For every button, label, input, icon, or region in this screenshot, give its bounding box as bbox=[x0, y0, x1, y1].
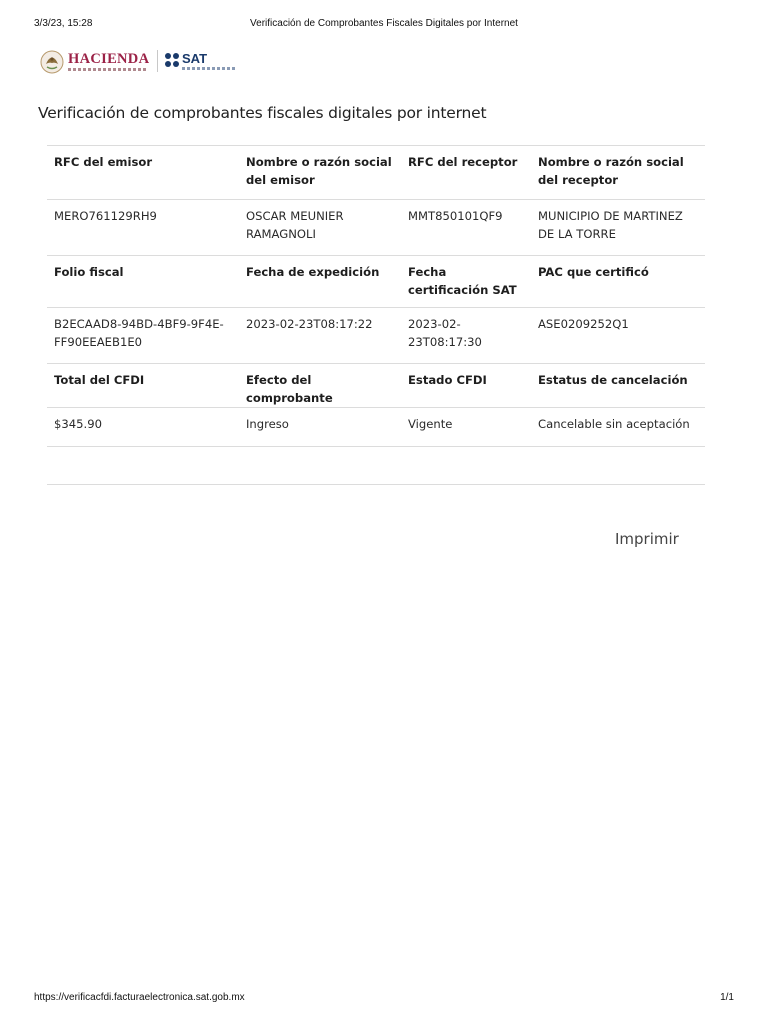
header-efecto-comprobante: Efecto del comprobante bbox=[239, 364, 401, 408]
print-datetime: 3/3/23, 15:28 bbox=[34, 18, 93, 29]
header-total-cfdi: Total del CFDI bbox=[47, 364, 239, 408]
header-nombre-receptor: Nombre o razón social del receptor bbox=[531, 146, 705, 200]
table-row bbox=[47, 308, 705, 364]
header-logos bbox=[40, 46, 260, 78]
table-header-row bbox=[47, 146, 705, 200]
hacienda-wordmark: HACIENDA bbox=[68, 51, 150, 67]
value-efecto-comprobante: Ingreso bbox=[239, 408, 401, 447]
page-title: Verificación de comprobantes fiscales digitales por internet bbox=[38, 104, 487, 122]
print-header bbox=[34, 18, 734, 32]
header-fecha-expedicion: Fecha de expedición bbox=[239, 256, 401, 308]
value-estatus-cancelacion: Cancelable sin aceptación bbox=[531, 408, 705, 447]
print-footer bbox=[34, 992, 734, 1006]
header-fecha-certificacion: Fecha certificación SAT bbox=[401, 256, 531, 308]
cfdi-verification-table bbox=[47, 145, 705, 448]
sat-logo[interactable] bbox=[164, 50, 244, 74]
hacienda-logo[interactable] bbox=[40, 48, 152, 76]
header-folio-fiscal: Folio fiscal bbox=[47, 256, 239, 308]
value-fecha-certificacion: 2023-02-23T08:17:30 bbox=[401, 308, 531, 364]
value-nombre-receptor: MUNICIPIO DE MARTINEZ DE LA TORRE bbox=[531, 200, 705, 256]
value-pac: ASE0209252Q1 bbox=[531, 308, 705, 364]
header-pac: PAC que certificó bbox=[531, 256, 705, 308]
table-row bbox=[47, 200, 705, 256]
value-nombre-emisor: OSCAR MEUNIER RAMAGNOLI bbox=[239, 200, 401, 256]
header-rfc-receptor: RFC del receptor bbox=[401, 146, 531, 200]
logo-divider bbox=[157, 50, 158, 72]
value-rfc-receptor: MMT850101QF9 bbox=[401, 200, 531, 256]
header-nombre-emisor: Nombre o razón social del emisor bbox=[239, 146, 401, 200]
eagle-emblem-icon bbox=[40, 50, 64, 74]
hacienda-subtitle bbox=[68, 68, 148, 71]
sat-wordmark: SAT bbox=[182, 51, 208, 66]
value-rfc-emisor: MERO761129RH9 bbox=[47, 200, 239, 256]
print-document-title: Verificación de Comprobantes Fiscales Digitales por Internet bbox=[250, 18, 518, 29]
header-estatus-cancelacion: Estatus de cancelación bbox=[531, 364, 705, 408]
value-total-cfdi: $345.90 bbox=[47, 408, 239, 447]
table-row bbox=[47, 408, 705, 447]
print-url: https://verificacfdi.facturaelectronica.sat.gob.mx bbox=[34, 992, 245, 1003]
header-rfc-emisor: RFC del emisor bbox=[47, 146, 239, 200]
sat-subtitle bbox=[182, 67, 236, 70]
table-bottom-rule bbox=[47, 447, 705, 448]
section-divider bbox=[47, 484, 705, 485]
sat-dots-icon bbox=[164, 52, 180, 68]
table-header-row bbox=[47, 256, 705, 308]
header-estado-cfdi: Estado CFDI bbox=[401, 364, 531, 408]
print-button[interactable]: Imprimir bbox=[615, 530, 679, 548]
table-header-row bbox=[47, 364, 705, 408]
print-page-count: 1/1 bbox=[720, 992, 734, 1003]
value-estado-cfdi: Vigente bbox=[401, 408, 531, 447]
value-fecha-expedicion: 2023-02-23T08:17:22 bbox=[239, 308, 401, 364]
value-folio-fiscal: B2ECAAD8-94BD-4BF9-9F4E-FF90EEAEB1E0 bbox=[47, 308, 239, 364]
